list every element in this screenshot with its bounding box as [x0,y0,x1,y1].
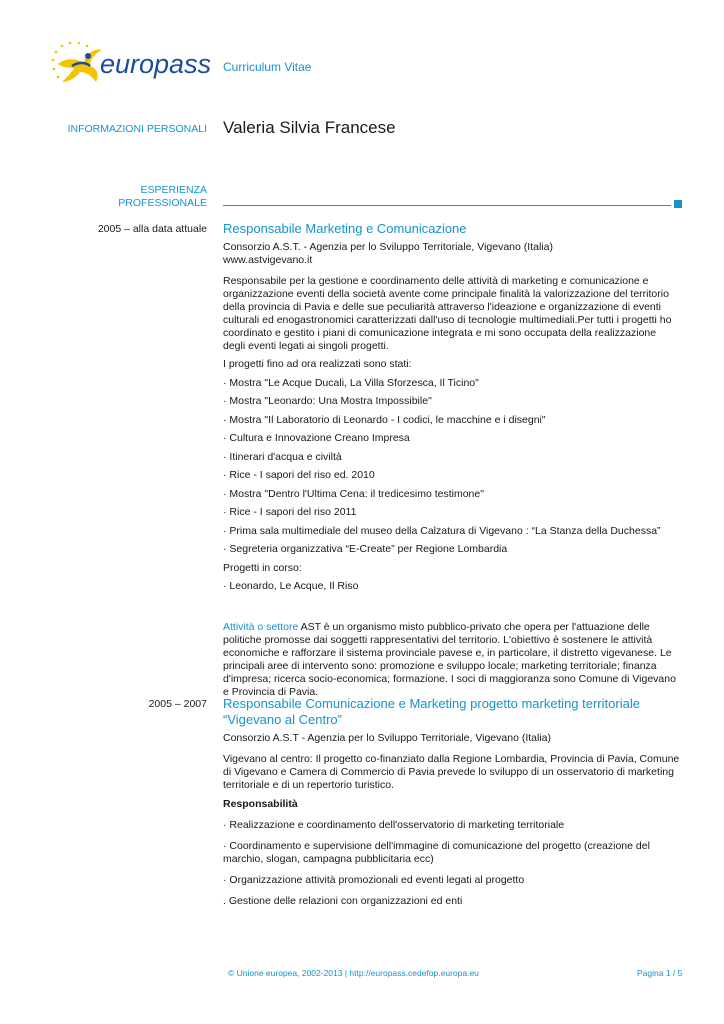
sector-paragraph [223,621,681,699]
europass-logo [50,40,210,90]
projects-intro: I progetti fino ad ora realizzati sono stati: [223,358,412,370]
list-item: · Segreteria organizzativa “E-Create” per Regione Lombardia [223,543,508,555]
list-item: · Cultura e Innovazione Creano Impresa [223,432,410,444]
employer: Consorzio A.S.T. - Agenzia per lo Sviluppo Territoriale, Vigevano (Italia) [223,241,553,253]
sector-text: AST è un organismo misto pubblico-privato che opera per l'attuazione delle politiche promosse dai soggetti rappresentativi del territorio. L'obiettivo è sostenere le attività economiche e rafforzare il sistema provinciale pavese e, in particolare, il distretto vigevanese. Le principali aree di intervento sono: promozione e sviluppo locale; marketing territoriale; finanza d'impresa; ricerca socio-economica; formazione. I soci di maggioranza sono Comune di Vigevano e Provincia di Pavia. [223,620,676,698]
svg-text:europass: europass [100,49,210,79]
job-title: Responsabile Marketing e Comunicazione [223,221,467,236]
list-item: · Realizzazione e coordinamento dell'osservatorio di marketing territoriale [223,819,565,831]
entry-dates: 2005 – alla data attuale [97,223,207,235]
entry-dates: 2005 – 2007 [148,698,207,710]
job-description: Responsabile per la gestione e coordinamento delle attività di marketing e comunicazione e organizzazione eventi della società avente come principale finalità la valorizzazione del territorio della provincia di Pavia e delle sue peculiarità attraverso l'ideazione e organizzazione di eventi culturali ed enogastronomici caratterizzati dall'uso di tecnologie multimediali.Per tutti i progetti ho coordinato e gestito i piani di comunicazione integrata e mi sono occupata della realizzazione degli eventi legati ai singoli progetti. [223,275,672,352]
job-description: Vigevano al centro: Il progetto co-finanziato dalla Regione Lombardia, Provincia di Pavia, Comune di Vigevano e Camera di Commercio di Pavia prevede lo sviluppo di un osservatorio di marketing territoriale e di un repertorio turistico. [223,753,680,791]
list-item: · Mostra "Le Acque Ducali, La Villa Sforzesca, Il Ticino" [223,376,479,389]
full-name: Valeria Silvia Francese [223,118,396,137]
job-title: Responsabile Comunicazione e Marketing progetto marketing territoriale “Vigevano al Centro” [223,696,640,727]
experience-entry [223,696,681,914]
section-divider-marker [674,200,682,208]
list-item: · Rice - I sapori del riso ed. 2010 [223,469,375,481]
document-title: Curriculum Vitae [223,60,312,74]
experience-entry [223,221,681,704]
experience-section-label: ESPERIENZA PROFESSIONALE [118,184,207,209]
list-item: · Itinerari d'acqua e civiltà [223,450,342,463]
list-item: . Gestione delle relazioni con organizzazioni ed enti [223,895,463,907]
ongoing-projects-intro: Progetti in corso: [223,561,302,574]
employer: Consorzio A.S.T - Agenzia per lo Sviluppo Territoriale, Vigevano (Italia) [223,732,552,744]
responsibilities-heading: Responsabilità [223,798,298,810]
list-item: · Mostra "Leonardo: Una Mostra Impossibile" [223,395,432,407]
personal-info-label: INFORMAZIONI PERSONALI [67,123,207,135]
list-item: · Leonardo, Le Acque, Il Riso [223,580,359,592]
list-item: · Mostra "Il Laboratorio di Leonardo - I codici, le macchine e i disegni" [223,413,546,426]
section-divider [223,205,671,206]
list-item: · Rice - I sapori del riso 2011 [223,506,357,518]
list-item: · Prima sala multimediale del museo della Calzatura di Vigevano : “La Stanza della Duchessa” [223,524,661,537]
employer-website: www.astvigevano.it [223,254,313,266]
list-item: · Organizzazione attività promozionali ed eventi legati al progetto [223,874,525,886]
footer-copyright: © Unione europea, 2002-2013 | http://europass.cedefop.europa.eu [228,968,479,978]
list-item: · Mostra "Dentro l'Ultima Cena: il tredicesimo testimone" [223,487,484,500]
sector-label: Attività o settore [223,620,299,633]
list-item: · Coordinamento e supervisione dell'immagine di comunicazione del progetto (creazione del marchio, slogan, campagna pubblicitaria ecc) [223,840,650,865]
europass-logo-icon [50,40,210,90]
page-number: Pagina 1 / 5 [637,968,683,978]
